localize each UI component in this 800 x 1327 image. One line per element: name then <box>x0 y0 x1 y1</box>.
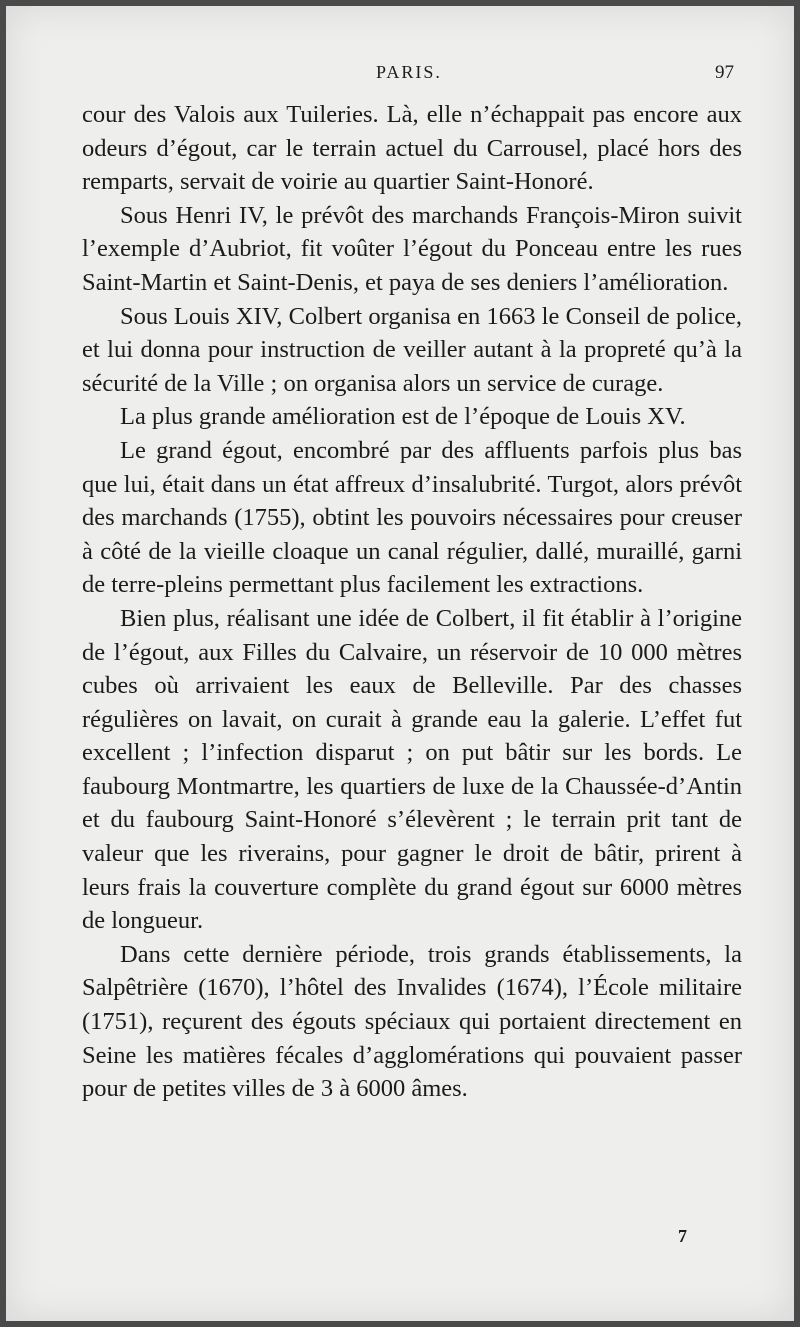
running-title: PARIS. <box>376 62 442 82</box>
book-page <box>6 6 794 1321</box>
paragraph-3: Sous Louis XIV, Colbert organisa en 1663 le Conseil de police, et lui donna pour instruction de veiller autant à la propreté qu’à la sécurité de la Ville ; on organisa alors un service de curage. <box>82 302 742 397</box>
paragraph-5: Le grand égout, encombré par des affluents parfois plus bas que lui, était dans un état affreux d’insalubrité. Turgot, alors prévôt des marchands (1755), obtint les pouvoirs nécessaires pour creuser à côté de la vieille cloaque un canal régulier, dallé, muraillé, garni de terre-pleins permettant plus facilement les extractions. <box>82 436 742 599</box>
page-number: 97 <box>715 62 734 83</box>
paragraph-4: La plus grande amélioration est de l’époque de Louis XV. <box>120 403 686 431</box>
page-header <box>6 62 794 92</box>
body-text <box>82 98 742 1106</box>
paragraph-2: Sous Henri IV, le prévôt des marchands François-Miron suivit l’exemple d’Aubriot, fit voûter l’égout du Ponceau entre les rues Saint-Martin et Saint-Denis, et paya de ses deniers l’amélioration. <box>82 201 742 296</box>
paragraph-1: cour des Valois aux Tuileries. Là, elle n’échappait pas encore aux odeurs d’égout, car le terrain actuel du Carrousel, placé hors des remparts, servait de voirie au quartier Saint-Honoré. <box>82 101 742 196</box>
paragraph-6: Bien plus, réalisant une idée de Colbert, il fit établir à l’origine de l’égout, aux Filles du Calvaire, un réservoir de 10 000 mètres cubes où arrivaient les eaux de Belleville. Par des chasses régulières on lavait, on curait à grande eau la galerie. L’effet fut excellent ; l’infection disparut ; on put bâtir sur les bords. Le faubourg Montmartre, les quartiers de luxe de la Chaussée-d’Antin et du faubourg Saint-Honoré s’élevèrent ; le terrain prit tant de valeur que les riverains, pour gagner le droit de bâtir, prirent à leurs frais la couverture complète du grand égout sur 6000 mètres de longueur. <box>82 604 742 935</box>
paragraph-7: Dans cette dernière période, trois grands établissements, la Salpêtrière (1670), l’hôtel des Invalides (1674), l’École militaire (1751), reçurent des égouts spéciaux qui portaient directement en Seine les matières fécales d’agglomérations qui pouvaient passer pour de petites villes de 3 à 6000 âmes. <box>82 940 742 1103</box>
signature-mark: 7 <box>678 1226 687 1246</box>
